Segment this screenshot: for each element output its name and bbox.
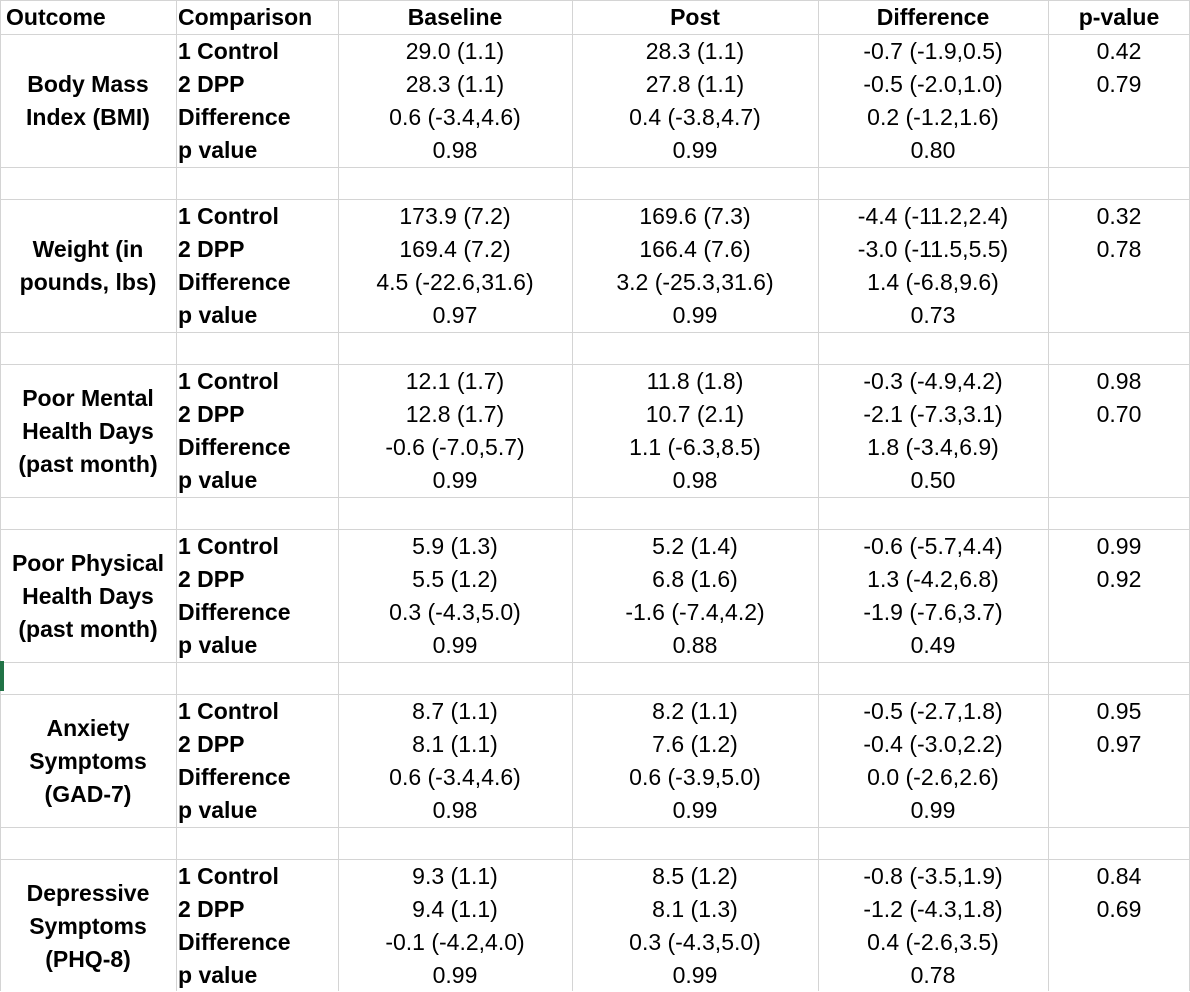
difference-cell[interactable]: 1.3 (-4.2,6.8) [867, 566, 999, 592]
baseline-cell[interactable]: 173.9 (7.2) [399, 203, 511, 229]
difference-cell[interactable]: -0.6 (-5.7,4.4) [863, 533, 1003, 559]
post-cell[interactable]: 27.8 (1.1) [645, 71, 745, 97]
baseline-cell[interactable]: 0.99 [432, 632, 478, 658]
comparison-cell[interactable]: 2 DPP [178, 731, 245, 757]
table-row [0, 398, 1190, 431]
comparison-cell[interactable]: 2 DPP [178, 566, 245, 592]
difference-cell[interactable]: 0.4 (-2.6,3.5) [867, 929, 999, 955]
table-row [0, 563, 1190, 596]
table-row [0, 860, 1190, 893]
header-post[interactable]: Post [670, 4, 720, 30]
p-value-cell[interactable] [1048, 596, 1190, 629]
p-value-cell[interactable] [1048, 299, 1190, 332]
comparison-cell[interactable]: 2 DPP [178, 71, 245, 97]
post-cell[interactable]: 7.6 (1.2) [652, 731, 738, 757]
post-cell[interactable]: -1.6 (-7.4,4.2) [625, 599, 765, 625]
table-row [0, 299, 1190, 332]
p-value-cell[interactable] [1048, 959, 1190, 992]
baseline-cell[interactable]: 28.3 (1.1) [405, 71, 505, 97]
difference-cell[interactable]: -1.9 (-7.6,3.7) [863, 599, 1003, 625]
comparison-cell[interactable]: 1 Control [178, 533, 279, 559]
table-row [0, 893, 1190, 926]
comparison-cell[interactable]: Difference [178, 269, 291, 295]
difference-cell[interactable]: -0.4 (-3.0,2.2) [863, 731, 1003, 757]
outcome-label[interactable]: Weight (in pounds, lbs) [19, 236, 157, 295]
comparison-cell[interactable]: 1 Control [178, 698, 279, 724]
table-row [0, 101, 1190, 134]
comparison-cell[interactable]: Difference [178, 764, 291, 790]
outcome-label[interactable]: Body Mass Index (BMI) [26, 71, 150, 130]
post-cell[interactable]: 0.3 (-4.3,5.0) [629, 929, 761, 955]
table-row [0, 68, 1190, 101]
p-value-cell[interactable]: 0.98 [1096, 368, 1142, 394]
baseline-cell[interactable]: 29.0 (1.1) [405, 38, 505, 64]
difference-cell[interactable]: -0.5 (-2.7,1.8) [863, 698, 1003, 724]
baseline-cell[interactable]: 12.8 (1.7) [405, 401, 505, 427]
difference-cell[interactable]: 0.80 [910, 137, 956, 163]
comparison-cell[interactable]: p value [178, 137, 258, 163]
outcome-label[interactable]: Poor Mental Health Days (past month) [18, 384, 158, 477]
baseline-cell[interactable]: 0.98 [432, 797, 478, 823]
post-cell[interactable]: 0.99 [672, 797, 718, 823]
p-value-cell[interactable] [1048, 431, 1190, 464]
selected-row-indicator [0, 661, 4, 691]
difference-cell[interactable]: -0.8 (-3.5,1.9) [863, 863, 1003, 889]
table-row [0, 695, 1190, 728]
difference-cell[interactable]: 0.78 [910, 962, 956, 988]
post-cell[interactable]: 6.8 (1.6) [652, 566, 738, 592]
baseline-cell[interactable]: -0.1 (-4.2,4.0) [385, 929, 525, 955]
post-cell[interactable]: 10.7 (2.1) [645, 401, 745, 427]
baseline-cell[interactable]: 5.9 (1.3) [412, 533, 498, 559]
difference-cell[interactable]: -1.2 (-4.3,1.8) [863, 896, 1003, 922]
baseline-cell[interactable]: 5.5 (1.2) [412, 566, 498, 592]
baseline-cell[interactable]: 0.3 (-4.3,5.0) [389, 599, 521, 625]
difference-cell[interactable]: 0.99 [910, 797, 956, 823]
header-difference[interactable]: Difference [876, 4, 990, 30]
p-value-cell[interactable] [1048, 794, 1190, 827]
outcome-label[interactable]: Poor Physical Health Days (past month) [11, 549, 165, 642]
comparison-cell[interactable]: p value [178, 467, 258, 493]
post-cell[interactable]: 169.6 (7.3) [639, 203, 751, 229]
p-value-cell[interactable] [1048, 761, 1190, 794]
difference-cell[interactable]: -0.5 (-2.0,1.0) [863, 71, 1003, 97]
baseline-cell[interactable]: 0.99 [432, 962, 478, 988]
baseline-cell[interactable]: 8.1 (1.1) [412, 731, 498, 757]
table-row [0, 233, 1190, 266]
table-row [0, 596, 1190, 629]
baseline-cell[interactable]: 0.6 (-3.4,4.6) [389, 104, 521, 130]
p-value-cell[interactable] [1048, 926, 1190, 959]
post-cell[interactable]: 1.1 (-6.3,8.5) [629, 434, 761, 460]
p-value-cell[interactable]: 0.70 [1096, 401, 1142, 427]
post-cell[interactable]: 8.5 (1.2) [652, 863, 738, 889]
difference-cell[interactable]: -4.4 (-11.2,2.4) [857, 203, 1009, 229]
table-row [0, 794, 1190, 827]
post-cell[interactable]: 3.2 (-25.3,31.6) [616, 269, 774, 295]
baseline-cell[interactable]: 0.99 [432, 467, 478, 493]
comparison-cell[interactable]: Difference [178, 434, 291, 460]
comparison-cell[interactable]: 1 Control [178, 863, 279, 889]
p-value-cell[interactable] [1048, 266, 1190, 299]
table-row [0, 464, 1190, 497]
p-value-cell[interactable]: 0.92 [1096, 566, 1142, 592]
post-cell[interactable]: 11.8 (1.8) [646, 368, 744, 394]
row-gridline [0, 497, 1190, 498]
comparison-cell[interactable]: p value [178, 302, 258, 328]
table-row [0, 134, 1190, 167]
difference-cell[interactable]: 1.8 (-3.4,6.9) [867, 434, 999, 460]
p-value-cell[interactable] [1048, 134, 1190, 167]
baseline-cell[interactable]: 9.4 (1.1) [412, 896, 498, 922]
header-baseline[interactable]: Baseline [407, 4, 503, 30]
table-row [0, 35, 1190, 68]
post-cell[interactable]: 166.4 (7.6) [639, 236, 751, 262]
p-value-cell[interactable]: 0.97 [1096, 731, 1142, 757]
difference-cell[interactable]: 0.50 [910, 467, 956, 493]
row-gridline [0, 167, 1190, 168]
p-value-cell[interactable]: 0.84 [1096, 863, 1142, 889]
row-gridline [0, 662, 1190, 663]
p-value-cell[interactable]: 0.32 [1096, 203, 1142, 229]
comparison-cell[interactable]: 1 Control [178, 203, 279, 229]
difference-cell[interactable]: 0.2 (-1.2,1.6) [867, 104, 999, 130]
comparison-cell[interactable]: 1 Control [178, 368, 279, 394]
table-row [0, 266, 1190, 299]
post-cell[interactable]: 0.99 [672, 962, 718, 988]
table-row [0, 926, 1190, 959]
post-cell[interactable]: 0.98 [672, 467, 718, 493]
baseline-cell[interactable]: 12.1 (1.7) [405, 368, 505, 394]
post-cell[interactable]: 28.3 (1.1) [645, 38, 745, 64]
table-row [0, 761, 1190, 794]
comparison-cell[interactable]: p value [178, 962, 258, 988]
post-cell[interactable]: 0.88 [672, 632, 718, 658]
comparison-cell[interactable]: p value [178, 797, 258, 823]
header-p-value[interactable]: p-value [1078, 4, 1160, 30]
difference-cell[interactable]: -2.1 (-7.3,3.1) [863, 401, 1003, 427]
comparison-cell[interactable]: Difference [178, 599, 291, 625]
post-cell[interactable]: 5.2 (1.4) [652, 533, 738, 559]
baseline-cell[interactable]: 0.6 (-3.4,4.6) [389, 764, 521, 790]
p-value-cell[interactable]: 0.42 [1096, 38, 1142, 64]
baseline-cell[interactable]: -0.6 (-7.0,5.7) [385, 434, 525, 460]
comparison-cell[interactable]: p value [178, 632, 258, 658]
table-row [0, 530, 1190, 563]
comparison-cell[interactable]: 1 Control [178, 38, 279, 64]
baseline-cell[interactable]: 0.98 [432, 137, 478, 163]
p-value-cell[interactable]: 0.95 [1096, 698, 1142, 724]
comparison-cell[interactable]: Difference [178, 104, 291, 130]
p-value-cell[interactable] [1048, 101, 1190, 134]
table-row [0, 200, 1190, 233]
row-gridline [0, 332, 1190, 333]
row-gridline [0, 827, 1190, 828]
difference-cell[interactable]: 0.0 (-2.6,2.6) [867, 764, 999, 790]
post-cell[interactable]: 0.99 [672, 302, 718, 328]
baseline-cell[interactable]: 0.97 [432, 302, 478, 328]
comparison-cell[interactable]: 2 DPP [178, 236, 245, 262]
post-cell[interactable]: 8.1 (1.3) [652, 896, 738, 922]
header-comparison[interactable]: Comparison [178, 4, 313, 30]
header-row [0, 1, 1190, 34]
difference-cell[interactable]: 0.49 [910, 632, 956, 658]
p-value-cell[interactable]: 0.69 [1096, 896, 1142, 922]
post-cell[interactable]: 0.99 [672, 137, 718, 163]
table-row [0, 959, 1190, 992]
p-value-cell[interactable]: 0.78 [1096, 236, 1142, 262]
post-cell[interactable]: 0.6 (-3.9,5.0) [629, 764, 761, 790]
baseline-cell[interactable]: 169.4 (7.2) [399, 236, 511, 262]
difference-cell[interactable]: 1.4 (-6.8,9.6) [867, 269, 999, 295]
comparison-cell[interactable]: 2 DPP [178, 401, 245, 427]
p-value-cell[interactable]: 0.99 [1096, 533, 1142, 559]
header-outcome[interactable]: Outcome [6, 4, 106, 30]
table-row [0, 365, 1190, 398]
comparison-cell[interactable]: 2 DPP [178, 896, 245, 922]
difference-cell[interactable]: -3.0 (-11.5,5.5) [857, 236, 1009, 262]
outcome-label[interactable]: Anxiety Symptoms (GAD-7) [29, 714, 147, 807]
p-value-cell[interactable] [1048, 464, 1190, 497]
difference-cell[interactable]: -0.3 (-4.9,4.2) [863, 368, 1003, 394]
outcome-label[interactable]: Depressive Symptoms (PHQ-8) [26, 879, 150, 972]
post-cell[interactable]: 8.2 (1.1) [652, 698, 738, 724]
baseline-cell[interactable]: 8.7 (1.1) [412, 698, 498, 724]
difference-cell[interactable]: 0.73 [910, 302, 956, 328]
post-cell[interactable]: 0.4 (-3.8,4.7) [629, 104, 761, 130]
comparison-cell[interactable]: Difference [178, 929, 291, 955]
table-row [0, 431, 1190, 464]
difference-cell[interactable]: -0.7 (-1.9,0.5) [863, 38, 1003, 64]
table-row [0, 629, 1190, 662]
table-row [0, 728, 1190, 761]
baseline-cell[interactable]: 9.3 (1.1) [412, 863, 498, 889]
p-value-cell[interactable] [1048, 629, 1190, 662]
p-value-cell[interactable]: 0.79 [1096, 71, 1142, 97]
baseline-cell[interactable]: 4.5 (-22.6,31.6) [376, 269, 534, 295]
